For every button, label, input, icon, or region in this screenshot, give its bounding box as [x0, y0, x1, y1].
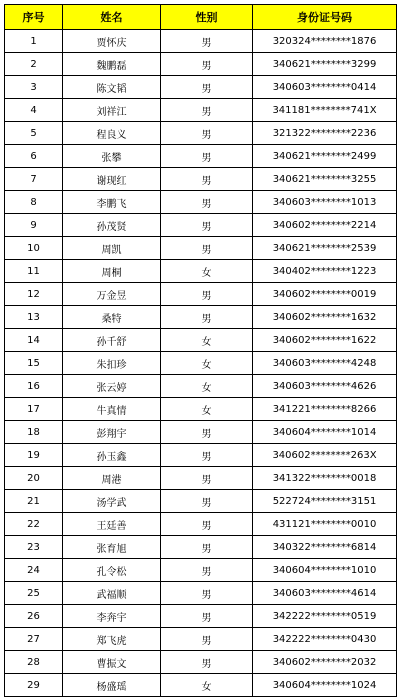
cell-index: 3 — [5, 76, 63, 99]
cell-index: 11 — [5, 260, 63, 283]
cell-index: 18 — [5, 421, 63, 444]
header-row — [5, 5, 397, 30]
cell-index: 5 — [5, 122, 63, 145]
table-row — [5, 651, 397, 674]
cell-id-number: 431121********0010 — [253, 513, 397, 536]
table-row — [5, 53, 397, 76]
table-row — [5, 444, 397, 467]
table-row — [5, 582, 397, 605]
cell-id-number: 341221********8266 — [253, 398, 397, 421]
cell-name: 贾怀庆 — [63, 30, 161, 53]
cell-gender: 男 — [161, 582, 253, 605]
cell-id-number: 341322********0018 — [253, 467, 397, 490]
table-row — [5, 30, 397, 53]
header-index: 序号 — [5, 5, 63, 30]
table-row — [5, 306, 397, 329]
cell-gender: 男 — [161, 628, 253, 651]
cell-index: 21 — [5, 490, 63, 513]
cell-gender: 男 — [161, 605, 253, 628]
cell-name: 孔令松 — [63, 559, 161, 582]
cell-index: 20 — [5, 467, 63, 490]
cell-name: 郑飞虎 — [63, 628, 161, 651]
cell-index: 2 — [5, 53, 63, 76]
cell-index: 1 — [5, 30, 63, 53]
cell-gender: 男 — [161, 467, 253, 490]
header-id-number: 身份证号码 — [253, 5, 397, 30]
cell-name: 张育旭 — [63, 536, 161, 559]
cell-name: 孙玉鑫 — [63, 444, 161, 467]
cell-id-number: 321322********2236 — [253, 122, 397, 145]
cell-gender: 男 — [161, 122, 253, 145]
table-row — [5, 674, 397, 697]
cell-index: 16 — [5, 375, 63, 398]
table-row — [5, 352, 397, 375]
header-name: 姓名 — [63, 5, 161, 30]
cell-gender: 男 — [161, 444, 253, 467]
cell-name: 杨盛瑶 — [63, 674, 161, 697]
table-row — [5, 605, 397, 628]
cell-id-number: 522724********3151 — [253, 490, 397, 513]
table-row — [5, 490, 397, 513]
cell-id-number: 340602********263X — [253, 444, 397, 467]
cell-gender: 男 — [161, 237, 253, 260]
cell-gender: 男 — [161, 53, 253, 76]
cell-name: 周桐 — [63, 260, 161, 283]
table-row — [5, 283, 397, 306]
cell-gender: 男 — [161, 421, 253, 444]
table-row — [5, 122, 397, 145]
cell-name: 王廷善 — [63, 513, 161, 536]
cell-index: 6 — [5, 145, 63, 168]
cell-name: 周凯 — [63, 237, 161, 260]
cell-id-number: 342222********0519 — [253, 605, 397, 628]
cell-gender: 男 — [161, 559, 253, 582]
table-row — [5, 99, 397, 122]
cell-id-number: 340603********1013 — [253, 191, 397, 214]
cell-id-number: 340602********1632 — [253, 306, 397, 329]
header-gender: 性别 — [161, 5, 253, 30]
cell-index: 12 — [5, 283, 63, 306]
cell-id-number: 340604********1010 — [253, 559, 397, 582]
cell-gender: 男 — [161, 145, 253, 168]
cell-gender: 女 — [161, 260, 253, 283]
table-row — [5, 375, 397, 398]
cell-id-number: 340603********4248 — [253, 352, 397, 375]
table-row — [5, 559, 397, 582]
table-row — [5, 145, 397, 168]
cell-id-number: 340602********2214 — [253, 214, 397, 237]
cell-id-number: 320324********1876 — [253, 30, 397, 53]
cell-gender: 男 — [161, 306, 253, 329]
cell-name: 张云婷 — [63, 375, 161, 398]
cell-id-number: 340621********2499 — [253, 145, 397, 168]
cell-name: 孙茂贤 — [63, 214, 161, 237]
cell-index: 27 — [5, 628, 63, 651]
cell-name: 李鹏飞 — [63, 191, 161, 214]
roster-table — [4, 4, 397, 697]
cell-gender: 男 — [161, 651, 253, 674]
cell-id-number: 340602********2032 — [253, 651, 397, 674]
table-row — [5, 329, 397, 352]
cell-index: 25 — [5, 582, 63, 605]
cell-index: 8 — [5, 191, 63, 214]
cell-index: 23 — [5, 536, 63, 559]
cell-id-number: 340604********1014 — [253, 421, 397, 444]
cell-gender: 男 — [161, 99, 253, 122]
cell-gender: 男 — [161, 168, 253, 191]
cell-name: 汤学武 — [63, 490, 161, 513]
cell-name: 程良义 — [63, 122, 161, 145]
cell-id-number: 340603********0414 — [253, 76, 397, 99]
cell-gender: 男 — [161, 283, 253, 306]
cell-id-number: 340402********1223 — [253, 260, 397, 283]
table-row — [5, 76, 397, 99]
cell-id-number: 340602********1622 — [253, 329, 397, 352]
cell-name: 朱扣珍 — [63, 352, 161, 375]
cell-id-number: 340602********0019 — [253, 283, 397, 306]
cell-index: 7 — [5, 168, 63, 191]
cell-index: 9 — [5, 214, 63, 237]
cell-id-number: 340322********6814 — [253, 536, 397, 559]
cell-name: 陈文韬 — [63, 76, 161, 99]
cell-index: 22 — [5, 513, 63, 536]
cell-gender: 男 — [161, 536, 253, 559]
table-row — [5, 398, 397, 421]
table-row — [5, 191, 397, 214]
cell-index: 14 — [5, 329, 63, 352]
cell-gender: 男 — [161, 191, 253, 214]
cell-gender: 男 — [161, 490, 253, 513]
table-row — [5, 214, 397, 237]
cell-name: 张攀 — [63, 145, 161, 168]
cell-name: 武福顺 — [63, 582, 161, 605]
cell-id-number: 341181********741X — [253, 99, 397, 122]
cell-id-number: 340604********1024 — [253, 674, 397, 697]
cell-gender: 男 — [161, 76, 253, 99]
cell-name: 周港 — [63, 467, 161, 490]
cell-name: 彭翔宇 — [63, 421, 161, 444]
cell-name: 谢现红 — [63, 168, 161, 191]
table-row — [5, 168, 397, 191]
cell-index: 29 — [5, 674, 63, 697]
cell-index: 15 — [5, 352, 63, 375]
cell-name: 牛真情 — [63, 398, 161, 421]
cell-id-number: 340603********4614 — [253, 582, 397, 605]
cell-index: 26 — [5, 605, 63, 628]
cell-index: 10 — [5, 237, 63, 260]
cell-gender: 女 — [161, 398, 253, 421]
cell-index: 28 — [5, 651, 63, 674]
cell-gender: 女 — [161, 352, 253, 375]
cell-gender: 女 — [161, 329, 253, 352]
cell-id-number: 340621********2539 — [253, 237, 397, 260]
table-row — [5, 628, 397, 651]
cell-name: 刘祥江 — [63, 99, 161, 122]
cell-index: 4 — [5, 99, 63, 122]
table-row — [5, 467, 397, 490]
cell-gender: 女 — [161, 375, 253, 398]
cell-gender: 女 — [161, 674, 253, 697]
cell-id-number: 340621********3299 — [253, 53, 397, 76]
table-row — [5, 237, 397, 260]
cell-name: 李奔宇 — [63, 605, 161, 628]
cell-gender: 男 — [161, 513, 253, 536]
cell-index: 19 — [5, 444, 63, 467]
cell-id-number: 340603********4626 — [253, 375, 397, 398]
table-row — [5, 513, 397, 536]
cell-name: 桑特 — [63, 306, 161, 329]
cell-name: 曹振文 — [63, 651, 161, 674]
cell-gender: 男 — [161, 214, 253, 237]
cell-id-number: 342222********0430 — [253, 628, 397, 651]
cell-gender: 男 — [161, 30, 253, 53]
cell-index: 24 — [5, 559, 63, 582]
cell-index: 17 — [5, 398, 63, 421]
cell-name: 孙千舒 — [63, 329, 161, 352]
cell-index: 13 — [5, 306, 63, 329]
table-row — [5, 421, 397, 444]
table-row — [5, 260, 397, 283]
cell-id-number: 340621********3255 — [253, 168, 397, 191]
cell-name: 魏鹏磊 — [63, 53, 161, 76]
table-row — [5, 536, 397, 559]
cell-name: 万金昱 — [63, 283, 161, 306]
